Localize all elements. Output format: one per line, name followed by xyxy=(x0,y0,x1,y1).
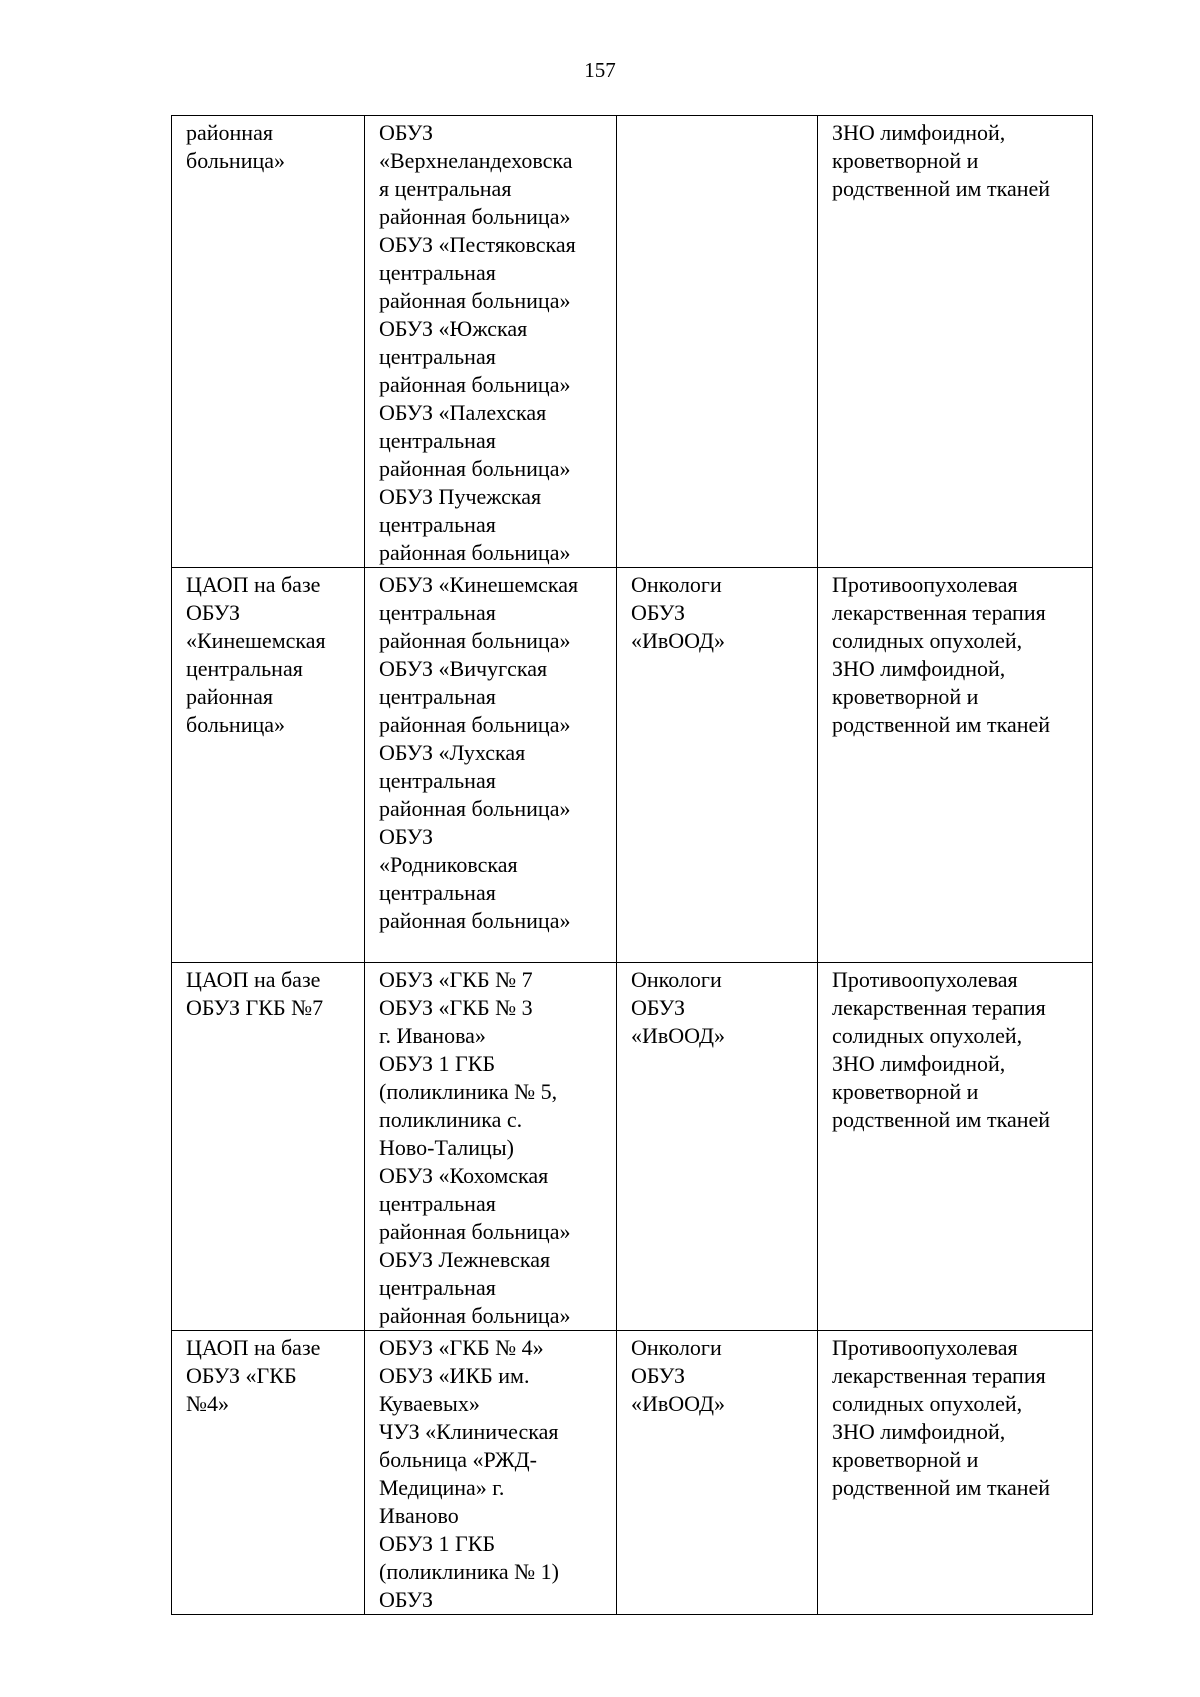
cell-text-line: Противоопухолевая xyxy=(832,1335,1018,1360)
cell-text-line: «ИвООД» xyxy=(631,1391,725,1416)
cell-text-line: ОБУЗ ГКБ №7 xyxy=(186,995,324,1020)
specialists-cell xyxy=(617,116,818,568)
cell-text-line: ОБУЗ «Южская xyxy=(379,316,528,341)
cell-text-line: районная больница» xyxy=(379,540,571,565)
cell-text-line: ОБУЗ «ГКБ № 7 xyxy=(379,967,533,992)
cell-text-line: кроветворной и xyxy=(832,148,979,173)
cell-text-line: больница «РЖД- xyxy=(379,1447,538,1472)
cell-text-line: центральная xyxy=(379,428,496,453)
cell-text-line: районная xyxy=(186,120,273,145)
specialists-cell xyxy=(617,1331,818,1615)
cell-text-line: я центральная xyxy=(379,176,512,201)
cell-text-line: районная больница» xyxy=(379,628,571,653)
center-cell xyxy=(172,116,365,568)
cell-text-line: Онкологи xyxy=(631,1335,722,1360)
table-row xyxy=(172,568,1093,963)
cell-text-line: ОБУЗ «Лухская xyxy=(379,740,526,765)
cell-text-line: Онкологи xyxy=(631,572,722,597)
institutions-cell xyxy=(365,963,617,1331)
cell-text-line: Онкологи xyxy=(631,967,722,992)
cell-text-line: солидных опухолей, xyxy=(832,1023,1023,1048)
cell-text-line: лекарственная терапия xyxy=(832,995,1046,1020)
cell-text-line: центральная xyxy=(379,684,496,709)
cell-text-line: «Родниковская xyxy=(379,852,518,877)
cell-text-line: районная xyxy=(186,684,273,709)
institutions-cell xyxy=(365,568,617,963)
cell-text-line: ОБУЗ «Палехская xyxy=(379,400,547,425)
cell-text-line: ЧУЗ «Клиническая xyxy=(379,1419,559,1444)
cell-text-line: районная больница» xyxy=(379,204,571,229)
profile-cell xyxy=(818,568,1093,963)
oncology-centers-table xyxy=(171,115,1093,1615)
cell-text-line: ЦАОП на базе xyxy=(186,1335,321,1360)
cell-text-line: ОБУЗ 1 ГКБ xyxy=(379,1531,496,1556)
table-body xyxy=(172,116,1093,1615)
cell-text-line: родственной им тканей xyxy=(832,176,1051,201)
cell-text-line: солидных опухолей, xyxy=(832,1391,1023,1416)
cell-text-line: Противоопухолевая xyxy=(832,967,1018,992)
cell-text-line: Ново-Талицы) xyxy=(379,1135,514,1160)
cell-text-line: ОБУЗ «Кохомская xyxy=(379,1163,549,1188)
profile-cell xyxy=(818,963,1093,1331)
cell-text-line: солидных опухолей, xyxy=(832,628,1023,653)
profile-cell xyxy=(818,1331,1093,1615)
cell-text-line: Куваевых» xyxy=(379,1391,480,1416)
cell-text-line: «Верхнеландеховска xyxy=(379,148,573,173)
cell-text-line: районная больница» xyxy=(379,1219,571,1244)
cell-text-line: районная больница» xyxy=(379,712,571,737)
cell-text-line: №4» xyxy=(186,1391,229,1416)
institutions-cell xyxy=(365,1331,617,1615)
cell-text-line: Иваново xyxy=(379,1503,459,1528)
cell-text-line: ОБУЗ Лежневская xyxy=(379,1247,551,1272)
cell-text-line: центральная xyxy=(379,512,496,537)
specialists-cell xyxy=(617,963,818,1331)
institutions-cell xyxy=(365,116,617,568)
cell-text-line: ЦАОП на базе xyxy=(186,967,321,992)
cell-text-line: лекарственная терапия xyxy=(832,600,1046,625)
center-cell xyxy=(172,568,365,963)
cell-text-line: «ИвООД» xyxy=(631,628,725,653)
center-cell xyxy=(172,1331,365,1615)
cell-text-line: кроветворной и xyxy=(832,684,979,709)
specialists-cell xyxy=(617,568,818,963)
cell-text-line: ЗНО лимфоидной, xyxy=(832,656,1006,681)
cell-text-line: районная больница» xyxy=(379,288,571,313)
cell-text-line: ЗНО лимфоидной, xyxy=(832,1419,1006,1444)
table-row xyxy=(172,116,1093,568)
cell-text-line: кроветворной и xyxy=(832,1079,979,1104)
cell-text-line: ЗНО лимфоидной, xyxy=(832,1051,1006,1076)
table-row xyxy=(172,1331,1093,1615)
cell-text-line: центральная xyxy=(379,768,496,793)
center-cell xyxy=(172,963,365,1331)
cell-text-line: ОБУЗ xyxy=(631,995,686,1020)
cell-text-line: центральная xyxy=(379,880,496,905)
cell-text-line: кроветворной и xyxy=(832,1447,979,1472)
cell-text-line: районная больница» xyxy=(379,908,571,933)
cell-text-line: центральная xyxy=(379,260,496,285)
cell-text-line: ЗНО лимфоидной, xyxy=(832,120,1006,145)
cell-text-line: ОБУЗ «ГКБ № 4» xyxy=(379,1335,544,1360)
cell-text-line: ОБУЗ «Вичугская xyxy=(379,656,548,681)
cell-text-line: родственной им тканей xyxy=(832,1475,1051,1500)
cell-text-line: ОБУЗ «ГКБ xyxy=(186,1363,297,1388)
cell-text-line: районная больница» xyxy=(379,456,571,481)
cell-text-line: центральная xyxy=(379,344,496,369)
cell-text-line: ОБУЗ «Пестяковская xyxy=(379,232,576,257)
cell-text-line: поликлиника с. xyxy=(379,1107,523,1132)
cell-text-line: районная больница» xyxy=(379,796,571,821)
cell-text-line: ОБУЗ «ГКБ № 3 xyxy=(379,995,533,1020)
cell-text-line: Медицина» г. xyxy=(379,1475,505,1500)
cell-text-line: родственной им тканей xyxy=(832,1107,1051,1132)
table-row xyxy=(172,963,1093,1331)
cell-text-line: центральная xyxy=(186,656,303,681)
cell-text-line: (поликлиника № 1) xyxy=(379,1559,559,1584)
cell-text-line: районная больница» xyxy=(379,1303,571,1328)
page-number: 157 xyxy=(584,58,616,82)
cell-text-line: районная больница» xyxy=(379,372,571,397)
cell-text-line: ОБУЗ xyxy=(186,600,241,625)
cell-text-line: центральная xyxy=(379,1191,496,1216)
cell-text-line: ОБУЗ «Кинешемская xyxy=(379,572,579,597)
cell-text-line: Противоопухолевая xyxy=(832,572,1018,597)
cell-text-line: больница» xyxy=(186,712,285,737)
cell-text-line: центральная xyxy=(379,600,496,625)
cell-text-line: ЦАОП на базе xyxy=(186,572,321,597)
cell-text-line: лекарственная терапия xyxy=(832,1363,1046,1388)
cell-text-line: больница» xyxy=(186,148,285,173)
cell-text-line: ОБУЗ «ИКБ им. xyxy=(379,1363,530,1388)
cell-text-line: ОБУЗ 1 ГКБ xyxy=(379,1051,496,1076)
cell-text-line: ОБУЗ Пучежская xyxy=(379,484,542,509)
cell-text-line: ОБУЗ xyxy=(379,1587,434,1612)
cell-text-line: «ИвООД» xyxy=(631,1023,725,1048)
cell-text-line: ОБУЗ xyxy=(631,600,686,625)
cell-text-line: ОБУЗ xyxy=(379,120,434,145)
cell-text-line: ОБУЗ xyxy=(631,1363,686,1388)
cell-text-line: г. Иванова» xyxy=(379,1023,486,1048)
cell-text-line: «Кинешемская xyxy=(186,628,326,653)
cell-text-line: центральная xyxy=(379,1275,496,1300)
cell-text-line: (поликлиника № 5, xyxy=(379,1079,558,1104)
cell-text-line: родственной им тканей xyxy=(832,712,1051,737)
cell-text-line: ОБУЗ xyxy=(379,824,434,849)
profile-cell xyxy=(818,116,1093,568)
